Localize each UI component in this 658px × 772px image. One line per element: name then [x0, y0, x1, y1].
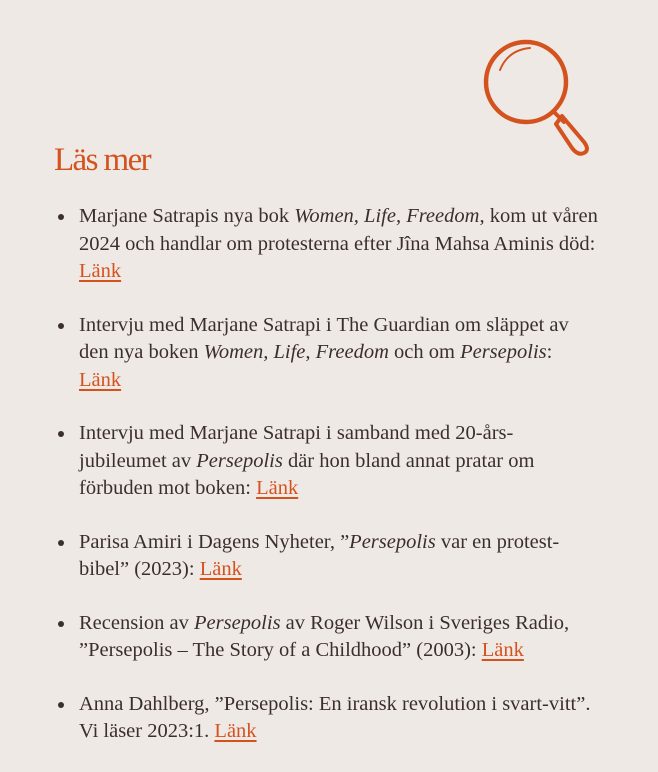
magnifier-icon — [480, 36, 600, 158]
page-title: Läs mer — [54, 142, 151, 178]
reading-list — [0, 203, 658, 772]
list-item: Parisa Amiri i Dagens Nyheter, ”Persepolis var en protest-bibel” (2023): Länk — [0, 529, 658, 584]
list-item: Recension av Persepolis av Roger Wilson i Sveriges Radio, ”Persepolis – The Story of a Childhood” (2003): Länk — [0, 610, 658, 665]
list-item: Intervju med Marjane Satrapi i samband med 20-års-jubileumet av Persepolis där hon bland annat pratar om förbuden mot boken: Länk — [0, 420, 658, 503]
bullet — [58, 323, 64, 329]
bullet — [58, 540, 64, 546]
bullet — [58, 214, 64, 220]
link-vi-laser[interactable]: Länk — [214, 720, 257, 742]
link-dagens-nyheter[interactable]: Länk — [199, 558, 242, 580]
list-item: Marjane Satrapis nya bok Women, Life, Freedom, kom ut våren 2024 och handlar om protesterna efter Jîna Mahsa Aminis död: Länk — [0, 203, 658, 286]
link-anniversary-interview[interactable]: Länk — [256, 477, 299, 499]
bullet — [58, 621, 64, 627]
list-item: Intervju med Marjane Satrapi i The Guardian om släppet av den nya boken Women, Life, Freedom och om Persepolis: Länk — [0, 312, 658, 395]
bullet — [58, 702, 64, 708]
link-sveriges-radio[interactable]: Länk — [481, 639, 524, 661]
bullet — [58, 431, 64, 437]
link-guardian-interview[interactable]: Länk — [79, 368, 122, 391]
list-item: Anna Dahlberg, ”Persepolis: En iransk revolution i svart-vitt”. Vi läser 2023:1. Länk — [0, 691, 658, 746]
link-women-life-freedom[interactable]: Länk — [79, 260, 122, 282]
